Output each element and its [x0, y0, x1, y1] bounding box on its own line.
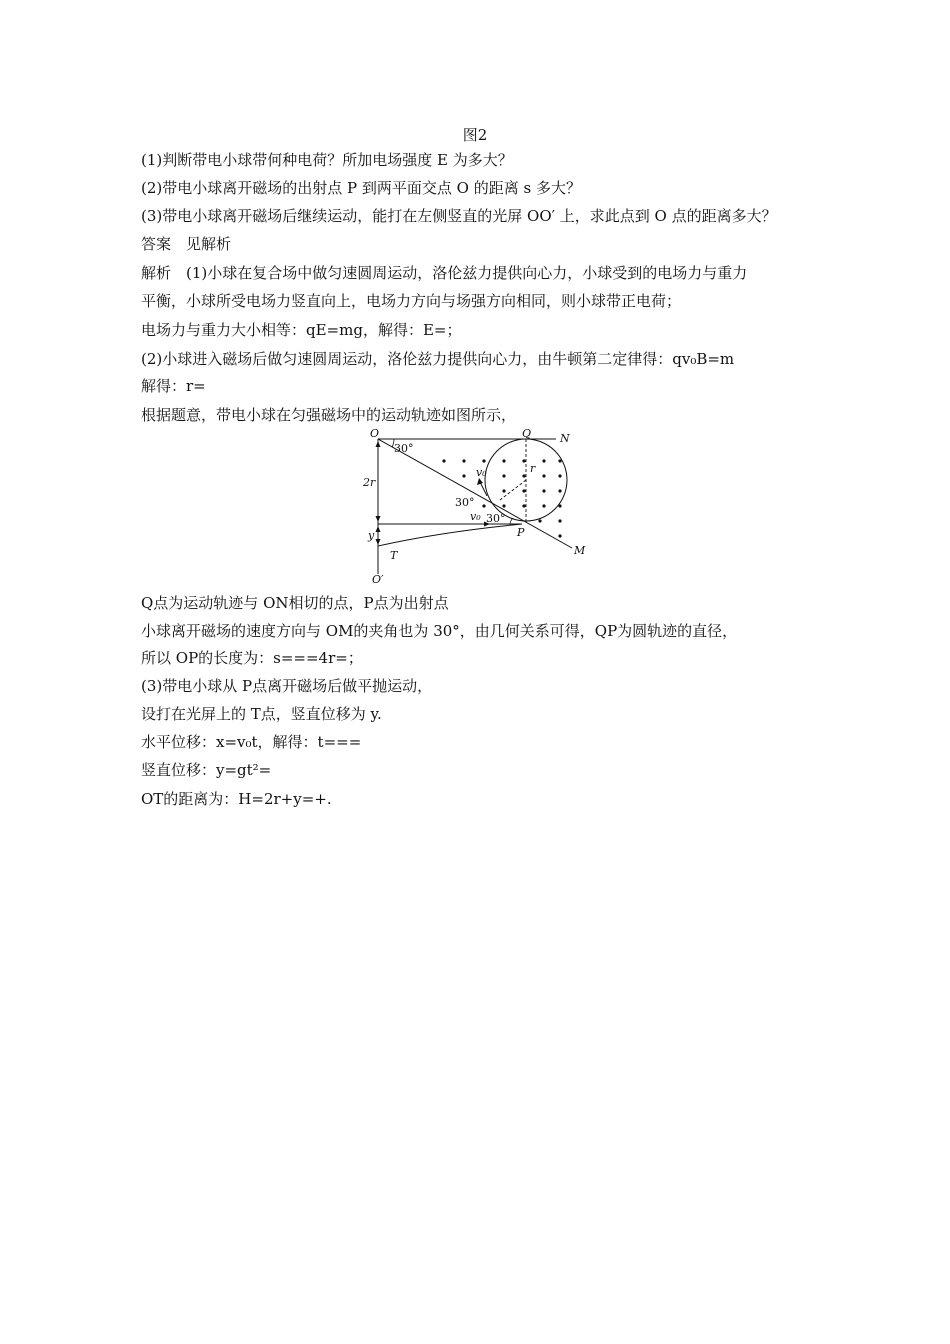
figure-caption: 图2 [462, 126, 488, 144]
solution-line-8: 小球离开磁场的速度方向与 OM的夹角也为 30°，由几何关系可得，QP为圆轨迹的直径， [141, 622, 738, 640]
solution-line-12: 水平位移：x=v₀t，解得：t=== [141, 733, 362, 751]
label-v0-b: v₀ [470, 510, 481, 523]
solution-line-9: 所以 OP的长度为：s===4r=； [141, 649, 363, 667]
label-M: M [574, 544, 586, 557]
solution-line-14: OT的距离为：H=2r+y=+. [141, 790, 332, 808]
answer-heading: 答案 见解析 [141, 235, 232, 253]
label-y: y [368, 529, 375, 542]
solution-line-3: 电场力与重力大小相等：qE=mg，解得：E=； [141, 321, 462, 339]
solution-line-4: (2)小球进入磁场后做匀速圆周运动，洛伦兹力提供向心力，由牛顿第二定律得：qv₀B=m [141, 350, 735, 368]
solution-line-1: 解析 (1)小球在复合场中做匀速圆周运动，洛伦兹力提供向心力，小球受到的电场力与重力 [141, 264, 748, 282]
question-2: (2)带电小球离开磁场的出射点 P 到两平面交点 O 的距离 s 多大？ [141, 179, 581, 197]
label-v0-a: v₀ [476, 466, 487, 479]
solution-line-13: 竖直位移：y=gt²= [141, 761, 272, 779]
label-2r: 2r [363, 476, 376, 489]
label-T: T [390, 549, 398, 562]
label-N: N [560, 432, 570, 445]
label-angle-left: 30° [455, 496, 475, 509]
solution-line-10: (3)带电小球从 P点离开磁场后做平抛运动， [141, 677, 433, 695]
question-3: (3)带电小球离开磁场后继续运动，能打在左侧竖直的光屏 OO′ 上，求此点到 O 点的距离多大？ [141, 207, 777, 225]
label-angle-top: 30° [394, 442, 414, 455]
trajectory-diagram [360, 428, 592, 588]
label-Q: Q [522, 428, 532, 440]
label-r: r [530, 462, 536, 475]
solution-line-5: 解得：r= [141, 377, 206, 395]
question-1: (1)判断带电小球带何种电荷？所加电场强度 E 为多大？ [141, 151, 513, 169]
solution-line-7: Q点为运动轨迹与 ON相切的点，P点为出射点 [141, 594, 449, 612]
label-O: O [370, 428, 380, 440]
solution-line-6: 根据题意，带电小球在匀强磁场中的运动轨迹如图所示， [141, 406, 517, 424]
label-O-prime: O′ [372, 573, 384, 586]
solution-line-11: 设打在光屏上的 T点，竖直位移为 y. [141, 705, 382, 723]
solution-line-2: 平衡，小球所受电场力竖直向上，电场力方向与场强方向相同，则小球带正电荷； [141, 292, 682, 310]
label-P: P [517, 526, 525, 539]
label-angle-bottom: 30° [486, 512, 506, 525]
